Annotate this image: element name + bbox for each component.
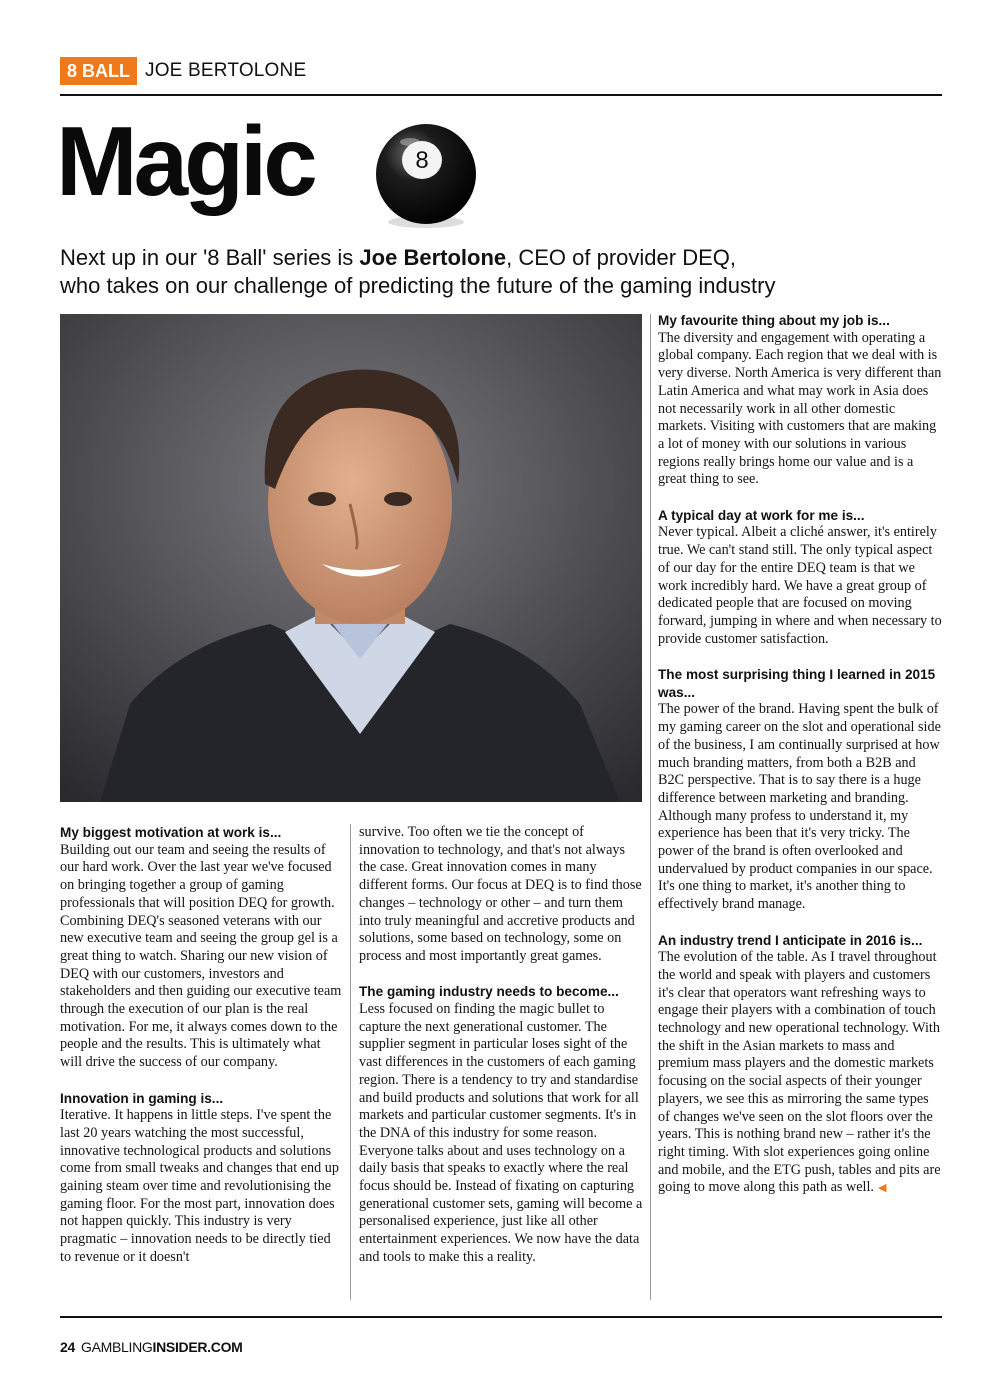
heading-motivation: My biggest motivation at work is... — [60, 825, 282, 840]
section-header — [60, 57, 306, 85]
page-number: 24 — [60, 1339, 75, 1355]
heading-industry: The gaming industry needs to become... — [359, 984, 619, 1000]
portrait-illustration — [60, 314, 642, 802]
series-badge: 8 BALL — [60, 57, 137, 85]
column-1 — [60, 824, 345, 1284]
body-motivation: Building out our team and seeing the results of our hard work. Over the last year we've focused on bringing together a group of gaming professionals that will position DEQ for growth. Combining DEQ's seasoned veterans with our new executive team and seeing the group gel is a great thing to watch. Sharing our new vision of DEQ with our customers, investors and stakeholders and then guiding our executive team through the execution of our plan is the real motivation. For me, it always comes down to the people and the results. This is ultimately what will drive the success of our company. — [60, 841, 342, 1071]
body-industry: Less focused on finding the magic bullet to capture the next generational customer. The supplier segment in particular loses sight of the vast differences in the customers of each gaming region. There is a tendency to try and standardise and build products and solutions that work for all markets and particular customer segments. It's in the DNA of this industry for some reason. Everyone talks about and uses technology on a daily basis that speaks to exactly where the real focus should be. Instead of fixating on capturing generational customer sets, gaming will become a personalised experience, just like all other entertainment experiences. We now have the data and tools to make this a reality. — [359, 1001, 643, 1265]
heading-typical: A typical day at work for me is... — [658, 507, 865, 523]
column-2 — [359, 824, 644, 1284]
site-name-part-1: GAMBLING — [80, 1339, 153, 1355]
site-name-part-2: INSIDER.COM — [152, 1339, 243, 1355]
body-innovation-part-1: Iterative. It happens in little steps. I've spent the last 20 years watching the most successful, innovative technological products and solutions come from small tweaks and changes that end up gaining steam over time and revolutionising the gaming floor. For the most part, innovation does not happen quickly. This industry is very pragmatic – innovation needs to be directly tied to revenue or it doesn't — [60, 1107, 339, 1265]
bottom-rule — [60, 1316, 942, 1318]
header-author-name: JOE BERTOLONE — [145, 60, 307, 81]
heading-trend: An industry trend I anticipate in 2016 is... — [658, 932, 923, 948]
top-rule — [60, 94, 942, 96]
heading-surprising: The most surprising thing I learned in 2015 was... — [658, 667, 936, 700]
standfirst: Next up in our '8 Ball' series is Joe Bertolone, CEO of provider DEQ, who takes on our challenge of predicting the future of the gaming industry — [60, 245, 776, 298]
body-favourite: The diversity and engagement with operating a global company. Each region that we deal with is very diverse. North America is very different than Latin America and what may work in Asia does not necessarily work in all other domestic markets. Visiting with customers that are making a lot of money with our solutions in various regions really brings home our value and is a great thing to see. — [658, 329, 942, 488]
heading-innovation: Innovation in gaming is... — [60, 1090, 224, 1106]
heading-favourite: My favourite thing about my job is... — [658, 313, 890, 328]
page-title: Magic — [56, 106, 314, 216]
standfirst-name: Joe Bertolone — [359, 245, 507, 270]
body-trend-wrap — [658, 949, 943, 1198]
eight-ball-icon — [366, 120, 486, 230]
column-divider — [350, 824, 351, 1300]
body-innovation-part-2: survive. Too often we tie the concept of innovation to technology, and that's not always the case. Great innovation comes in many different forms. Our focus at DEQ is to find those changes – technology or other – and turn them into truly meaningful and accretive products and solutions, some based on technology, some on process and most importantly great games. — [359, 824, 642, 964]
end-mark-icon: ◀ — [877, 1182, 887, 1195]
page-footer — [60, 1339, 243, 1355]
column-3 — [658, 312, 943, 1216]
body-surprising: The power of the brand. Having spent the bulk of my gaming career on the slot and operational side of the business, I am continually surprised at how much branding matters, from both a B2B and B2C perspective. That is to say there is a huge difference between marketing and branding. Although many profess to understand it, my experience has been that it's very tricky. The power of the brand is often overlooked and undervalued by product companies in our space. It's one thing to market, it's another thing to effectively brand manage. — [658, 701, 941, 913]
body-trend: The evolution of the table. As I travel throughout the world and speak with players and customers it's clear that operators want refreshing ways to engage their players with a combination of touch technology and new operational technology. With the shift in the Asian markets to mass and premium mass players and the domestic markets focusing on the social aspects of their younger players, we see this as mirroring the same types of changes we've seen on the slot floors over the years. This is nothing brand new – rather it's the right timing. With slot experiences going online and mobile, and the ETG push, tables and pits are going to move along this path as well. — [658, 949, 941, 1196]
ball-number: 8 — [415, 147, 429, 174]
portrait-photo — [60, 314, 642, 802]
body-typical: Never typical. Albeit a cliché answer, it's entirely true. We can't stand still. The only typical aspect of our day for the entire DEQ team is that we work incredibly hard. We have a great group of dedicated people that are focused on moving forward, jumping in where and when necessary to provide customer satisfaction. — [658, 524, 942, 647]
column-divider — [650, 314, 651, 1300]
